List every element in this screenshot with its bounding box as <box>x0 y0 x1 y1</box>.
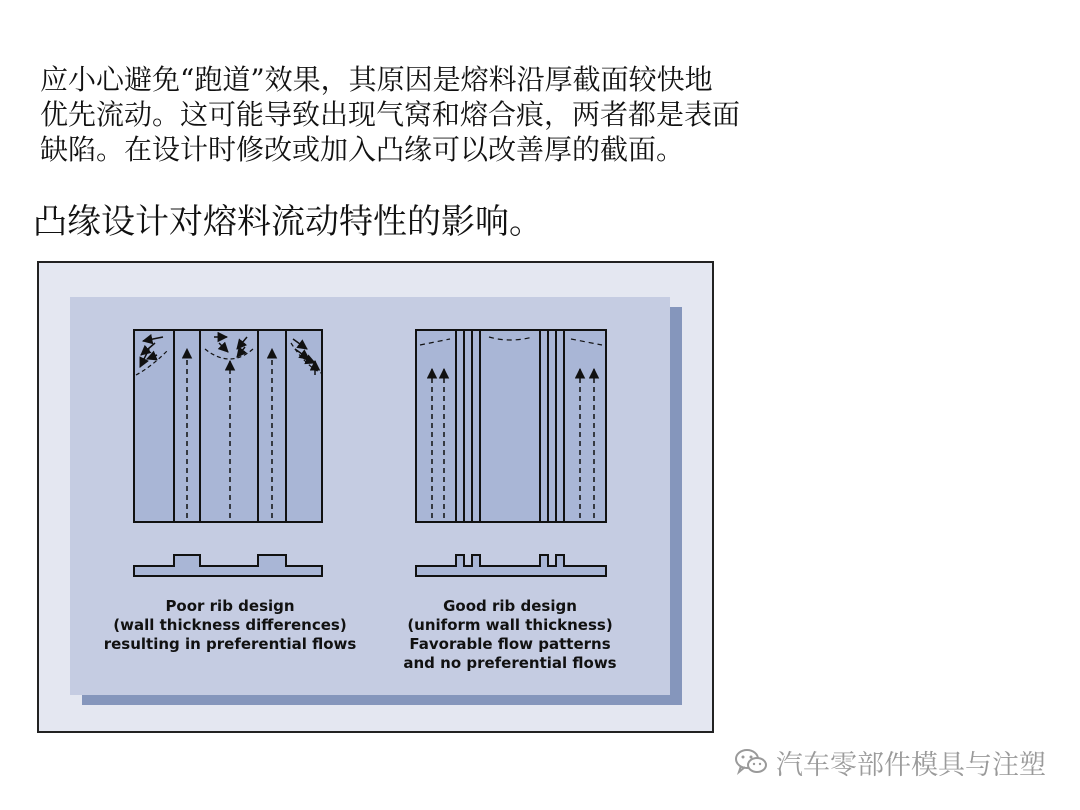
good-rib-diagram <box>403 330 616 672</box>
rib-design-figure <box>37 261 714 733</box>
good-caption-line: (uniform wall thickness) <box>407 616 613 634</box>
good-caption-line: Favorable flow patterns <box>409 635 611 653</box>
intro-line: 优先流动。这可能导致出现气窝和熔合痕，两者都是表面 <box>40 98 741 131</box>
wechat-icon <box>734 747 768 777</box>
poor-caption-line: resulting in preferential flows <box>103 635 357 653</box>
intro-line: 缺陷。在设计时修改或加入凸缘可以改善厚的截面。 <box>40 133 685 166</box>
poor-part-outline <box>134 330 322 522</box>
poor-caption-line: (wall thickness differences) <box>113 616 347 634</box>
good-caption-line: Good rib design <box>443 597 577 615</box>
intro-paragraph <box>40 62 820 167</box>
watermark-text: 汽车零部件模具与注塑 <box>776 749 1046 781</box>
good-caption-line: and no preferential flows <box>403 654 617 672</box>
figure-canvas <box>39 263 712 731</box>
section-subtitle: 凸缘设计对熔料流动特性的影响。 <box>33 202 543 242</box>
poor-caption-line: Poor rib design <box>165 597 295 615</box>
intro-line: 应小心避免“跑道”效果，其原因是熔料沿厚截面较快地 <box>40 63 713 96</box>
watermark <box>734 742 1046 782</box>
